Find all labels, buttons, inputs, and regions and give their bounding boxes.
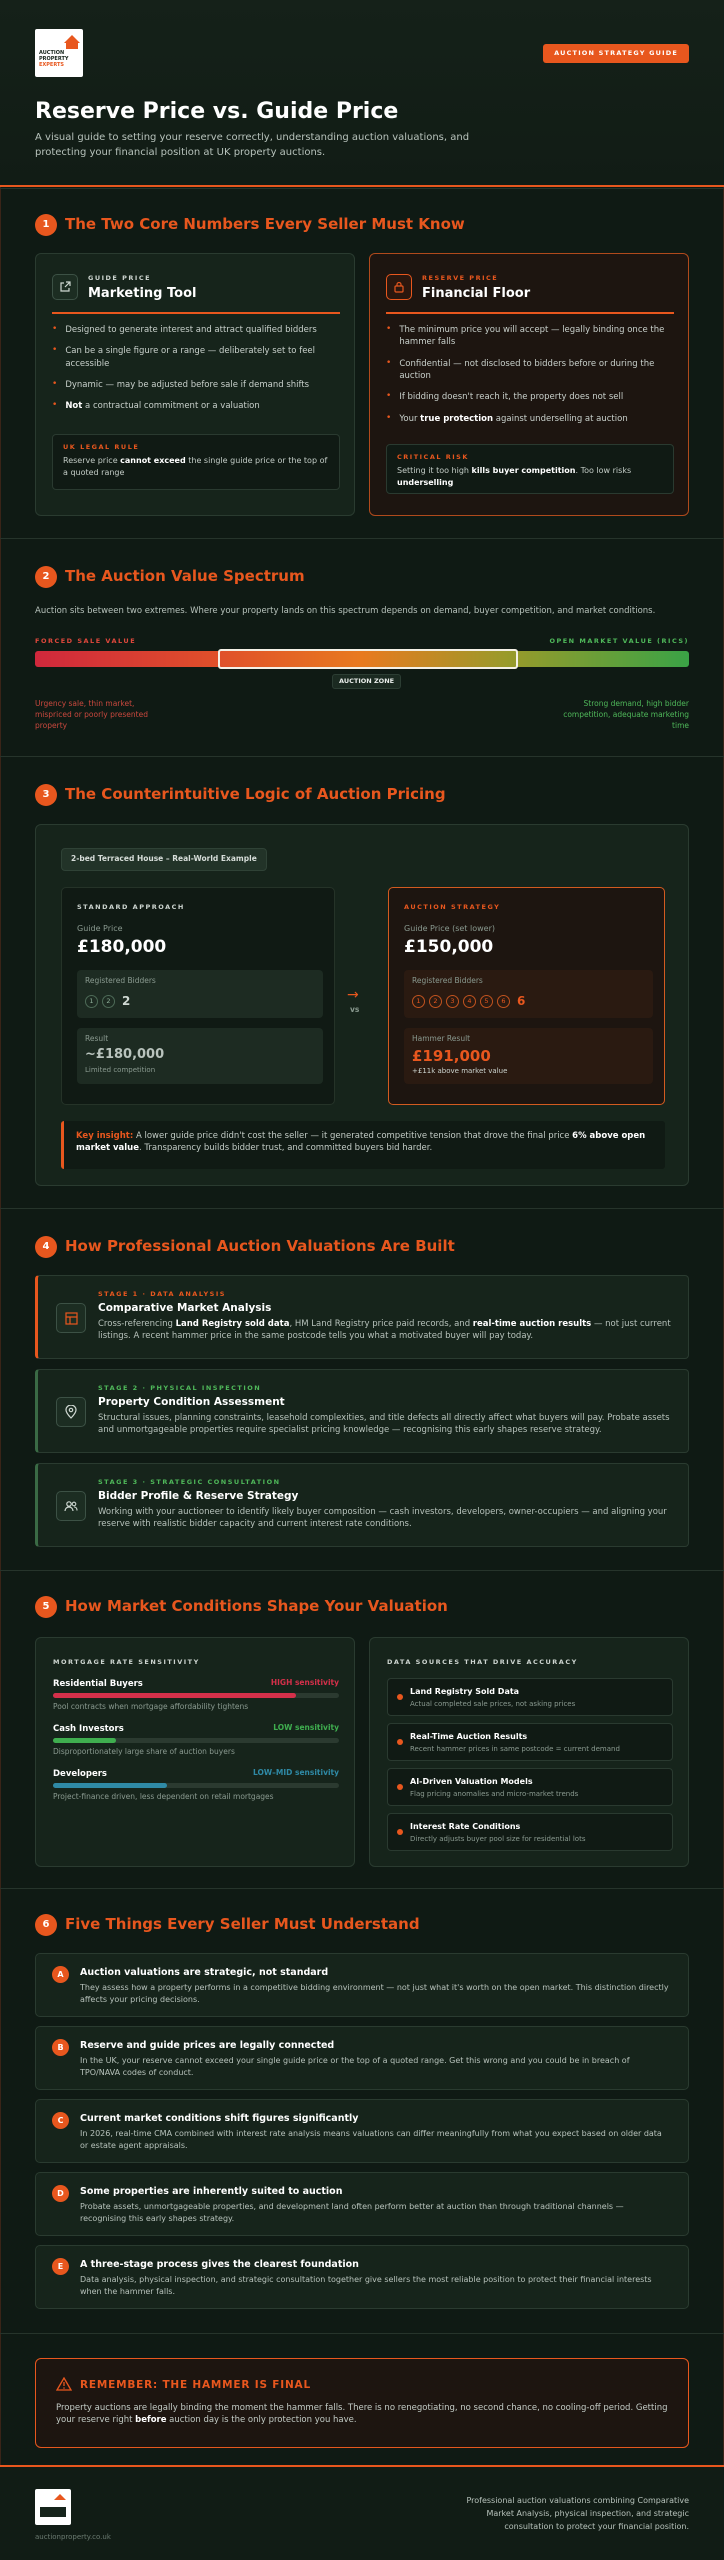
sensitivity-level: HIGH sensitivity [270, 1678, 339, 1687]
reserve-bullets [386, 324, 674, 434]
seller-point-card [35, 2099, 689, 2163]
seller-point-card [35, 2172, 689, 2236]
standard-result-value: ~£180,000 [85, 1047, 165, 1062]
data-sources-card [369, 1637, 689, 1867]
bidder-icon: 5 [480, 995, 493, 1008]
sensitivity-row [53, 1768, 339, 1813]
auction-bidder-icons [412, 993, 525, 1010]
legal-rule-box [52, 434, 340, 490]
forced-sale-label: FORCED SALE VALUE [35, 637, 137, 645]
stage-eyebrow: STAGE 1 · DATA ANALYSIS [98, 1290, 226, 1298]
reserve-eyebrow: RESERVE PRICE [422, 274, 499, 282]
sensitivity-row [53, 1678, 339, 1723]
example-label: 2-bed Terraced House – Real-World Example [61, 848, 267, 871]
sensitivity-name: Developers [53, 1769, 107, 1779]
bullet-icon: • [52, 345, 58, 356]
bullet-icon: • [386, 412, 392, 423]
bullet-icon: • [52, 378, 58, 389]
footer-url[interactable]: auctionproperty.co.uk [35, 2533, 111, 2541]
point-text: Probate assets, unmortgageable properties, and development land often perform better at auction than through traditional channels — recognising this early shapes strategy. [80, 2202, 624, 2223]
list-item: • Confidential — not disclosed to bidders before or during the auction [386, 357, 655, 381]
legal-rule-text: Reserve price cannot exceed the single guide price or the top of a quoted range [63, 456, 328, 478]
point-text: In the UK, your reserve cannot exceed your single guide price or the top of a quoted range. Get this wrong and you could be in breach of TPO/NAVA codes of conduct. [80, 2056, 630, 2077]
guide-price-card [35, 253, 355, 516]
auction-result-value: £191,000 [412, 1047, 491, 1065]
source-desc: Directly adjusts buyer pool size for residential lots [410, 1835, 586, 1843]
stage-eyebrow: STAGE 2 · PHYSICAL INSPECTION [98, 1384, 262, 1392]
sensitivity-name: Residential Buyers [53, 1679, 143, 1689]
five-things-list [35, 1953, 689, 2318]
stage-text: Structural issues, planning constraints, leasehold complexities, and title defects all directly affect what buyers will pay. Probate assets and unmortgageable properties require specialist pricing knowledge — recognising this early shapes reserve strategy. [98, 1413, 670, 1436]
section-five-things [0, 1888, 724, 2333]
list-item: • Not a contractual commitment or a valuation [52, 400, 260, 412]
auction-result-note: +£11k above market value [412, 1067, 508, 1075]
auction-guide-value: £150,000 [404, 937, 494, 957]
reserve-price-card [369, 253, 689, 516]
standard-bidder-icons [85, 993, 130, 1010]
spectrum-intro: Auction sits between two extremes. Where your property lands on this spectrum depends on demand, buyer competition, and market conditions. [35, 606, 656, 616]
footer-logo[interactable] [35, 2489, 71, 2525]
section-market-conditions [0, 1570, 724, 1888]
header-badge: AUCTION STRATEGY GUIDE [543, 44, 689, 63]
point-text: Data analysis, physical inspection, and strategic consultation together give sellers the most reliable position to protect their financial interests when the hammer falls. [80, 2275, 652, 2296]
section-valuations [0, 1208, 724, 1570]
section-number: 2 [35, 566, 57, 588]
standard-guide-value: £180,000 [77, 937, 167, 957]
letter-badge: D [52, 2185, 69, 2202]
seller-point-card [35, 2026, 689, 2090]
section-title: How Market Conditions Shape Your Valuation [65, 1597, 448, 1616]
users-icon [56, 1491, 86, 1521]
sensitivity-bar-fill [53, 1738, 116, 1743]
seller-point-card [35, 1953, 689, 2017]
arrow-right-icon: → [347, 987, 359, 1003]
forced-sale-desc: Urgency sale, thin market, mispriced or poorly presented property [35, 699, 148, 730]
bullet-icon: • [52, 400, 58, 411]
bullet-icon: • [386, 324, 392, 334]
letter-badge: E [52, 2258, 69, 2275]
data-source-item [387, 1723, 673, 1761]
footer-logo-block [40, 2507, 66, 2517]
source-title: Real-Time Auction Results [410, 1732, 528, 1741]
logo-house-icon [64, 35, 80, 43]
section-title: Five Things Every Seller Must Understand [65, 1915, 420, 1934]
warning-box [35, 2358, 689, 2448]
open-market-label: OPEN MARKET VALUE (RICS) [549, 637, 689, 645]
source-dot-icon [397, 1829, 403, 1835]
data-sources-title: DATA SOURCES THAT DRIVE ACCURACY [387, 1658, 578, 1666]
sensitivity-bar-fill [53, 1783, 167, 1788]
logo-text-3: EXPERTS [39, 62, 64, 68]
bidder-icon: 1 [412, 995, 425, 1008]
letter-badge: C [52, 2112, 69, 2129]
list-item: • If bidding doesn't reach it, the property does not sell [386, 391, 624, 403]
data-source-item [387, 1813, 673, 1851]
auction-zone-highlight [218, 649, 518, 669]
guide-title: Marketing Tool [88, 286, 197, 301]
sensitivity-note: Project-finance driven, less dependent on retail mortgages [53, 1792, 274, 1801]
data-source-item [387, 1678, 673, 1716]
seller-point-card [35, 2245, 689, 2309]
page-title: Reserve Price vs. Guide Price [35, 99, 399, 124]
guide-divider [52, 312, 340, 314]
auction-bidders-label: Registered Bidders [412, 976, 483, 985]
point-text: They assess how a property performs in a competitive bidding environment — not just what it's worth on the open market. This distinction directly affects your pricing decisions. [80, 1983, 669, 2004]
key-insight-box: Key insight: A lower guide price didn't cost the seller — it generated competitive tension that drove the final price 6% above open market value. Transparency builds bidder trust, and committed buyers bid harder. [61, 1121, 665, 1169]
list-item: • Dynamic — may be adjusted before sale if demand shifts [52, 378, 310, 390]
reserve-divider [386, 312, 674, 314]
section-title: How Professional Auction Valuations Are Built [65, 1237, 455, 1256]
source-dot-icon [397, 1784, 403, 1790]
bullet-icon: • [386, 357, 392, 368]
data-sources-list [387, 1678, 673, 1858]
header [0, 0, 724, 187]
layout-icon [56, 1303, 86, 1333]
warning-title: REMEMBER: THE HAMMER IS FINAL [80, 2379, 311, 2391]
point-title: Some properties are inherently suited to auction [80, 2186, 343, 2197]
critical-risk-label: CRITICAL RISK [397, 453, 469, 461]
standard-result-note: Limited competition [85, 1066, 156, 1074]
stage-text: Working with your auctioneer to identify likely buyer composition — cash investors, developers, owner-occupiers — and aligning your reserve with realistic bidder capacity and current interest rate conditions. [98, 1507, 667, 1530]
stage-card-3 [35, 1463, 689, 1547]
lock-icon [386, 274, 412, 300]
section-number: 4 [35, 1236, 57, 1258]
logo-text-2: PROPERTY [39, 56, 69, 62]
auction-zone-label: AUCTION ZONE [332, 674, 401, 689]
standard-eyebrow: STANDARD APPROACH [77, 903, 185, 911]
list-item: • Designed to generate interest and attract qualified bidders [52, 324, 317, 335]
point-title: Reserve and guide prices are legally connected [80, 2040, 335, 2051]
list-item: • Your true protection against underselling at auction [386, 412, 628, 424]
bullet-icon: • [386, 391, 392, 402]
example-panel [35, 824, 689, 1186]
sensitivity-rows [53, 1678, 339, 1813]
vs-label: vs [350, 1005, 360, 1014]
stage-eyebrow: STAGE 3 · STRATEGIC CONSULTATION [98, 1478, 281, 1486]
sensitivity-name: Cash Investors [53, 1724, 124, 1734]
section-number: 1 [35, 214, 57, 236]
auction-eyebrow: AUCTION STRATEGY [404, 903, 501, 911]
standard-guide-label: Guide Price [77, 924, 123, 933]
logo[interactable] [35, 29, 83, 77]
sensitivity-title: MORTGAGE RATE SENSITIVITY [53, 1658, 200, 1666]
logo-text-1: AUCTION [39, 50, 65, 56]
standard-result-label: Result [85, 1034, 109, 1043]
sensitivity-level: LOW–MID sensitivity [252, 1768, 339, 1777]
reserve-title: Financial Floor [422, 286, 531, 301]
letter-badge: A [52, 1966, 69, 1983]
bidder-icon: 3 [446, 995, 459, 1008]
footer-logo-house-icon [54, 2494, 66, 2500]
footer [0, 2465, 724, 2560]
section-pricing-logic [0, 756, 724, 1208]
bidder-icon: 6 [497, 995, 510, 1008]
point-title: A three-stage process gives the clearest foundation [80, 2259, 359, 2270]
bidder-icon: 2 [429, 995, 442, 1008]
section-title: The Auction Value Spectrum [65, 567, 305, 586]
point-title: Current market conditions shift figures significantly [80, 2113, 359, 2124]
section-title: The Two Core Numbers Every Seller Must Know [65, 215, 465, 234]
guide-bullets [52, 324, 340, 422]
auction-result-box [404, 1028, 653, 1084]
bullet-icon: • [52, 324, 58, 334]
list-item: • Can be a single figure or a range — deliberately set to feel accessible [52, 345, 316, 369]
list-item: • The minimum price you will accept — legally binding once the hammer falls [386, 324, 665, 348]
source-title: Land Registry Sold Data [410, 1687, 520, 1696]
stage-title: Property Condition Assessment [98, 1396, 285, 1408]
source-title: AI-Driven Valuation Models [410, 1777, 533, 1786]
section-number: 6 [35, 1914, 57, 1936]
point-title: Auction valuations are strategic, not standard [80, 1967, 329, 1978]
footer-text: Professional auction valuations combining Comparative Market Analysis, physical inspection, and strategic consultation to protect your financial position. [466, 2496, 689, 2531]
source-dot-icon [397, 1739, 403, 1745]
stage-card-2 [35, 1369, 689, 1453]
auction-result-label: Hammer Result [412, 1034, 471, 1043]
stage-card-1 [35, 1275, 689, 1359]
sensitivity-note: Pool contracts when mortgage affordability tightens [53, 1702, 249, 1711]
sensitivity-note: Disproportionately large share of auction buyers [53, 1747, 235, 1756]
stage-text: Cross-referencing Land Registry sold data, HM Land Registry price paid records, and real-time auction results — not just current listings. A recent hammer price in the same postcode tells you what a motivated buyer will pay today. [98, 1319, 671, 1342]
open-market-desc: Strong demand, high bidder competition, adequate marketing time [563, 699, 689, 730]
bidder-icon: 1 [85, 995, 98, 1008]
standard-bidders-label: Registered Bidders [85, 976, 156, 985]
warning-icon [56, 2377, 72, 2396]
standard-bidder-count: 2 [122, 994, 131, 1008]
standard-approach-card [61, 887, 335, 1105]
sensitivity-bar-fill [53, 1693, 296, 1698]
source-dot-icon [397, 1694, 403, 1700]
section-title: The Counterintuitive Logic of Auction Pricing [65, 785, 446, 804]
source-title: Interest Rate Conditions [410, 1822, 521, 1831]
critical-risk-text: Setting it too high kills buyer competition. Too low risks underselling [397, 466, 632, 488]
section-core-numbers [0, 188, 724, 538]
section-warning [0, 2333, 724, 2465]
critical-risk-box [386, 444, 674, 494]
sensitivity-card [35, 1637, 355, 1867]
point-text: In 2026, real-time CMA combined with interest rate analysis means valuations can differ meaningfully from what you expect based on older data or estate agent appraisals. [80, 2129, 662, 2150]
section-number: 3 [35, 784, 57, 806]
section-value-spectrum [0, 538, 724, 756]
external-link-icon [52, 274, 78, 300]
key-insight-label: Key insight: [76, 1131, 134, 1141]
sensitivity-row [53, 1723, 339, 1768]
bidder-icon: 4 [463, 995, 476, 1008]
stage-title: Comparative Market Analysis [98, 1302, 272, 1314]
auction-bidder-count: 6 [517, 994, 526, 1008]
source-desc: Flag pricing anomalies and micro-market trends [410, 1790, 579, 1798]
stage-title: Bidder Profile & Reserve Strategy [98, 1490, 299, 1502]
letter-badge: B [52, 2039, 69, 2056]
sensitivity-level: LOW sensitivity [273, 1723, 339, 1732]
standard-result-box [77, 1028, 323, 1084]
auction-bidders-box [404, 970, 653, 1018]
source-desc: Recent hammer prices in same postcode = current demand [410, 1745, 620, 1753]
warning-text: Property auctions are legally binding the moment the hammer falls. There is no renegotiating, no second chance, no cooling-off period. Getting your reserve right before auction day is the only protection you have. [56, 2403, 668, 2426]
standard-bidders-box [77, 970, 323, 1018]
auction-strategy-card [388, 887, 665, 1105]
guide-eyebrow: GUIDE PRICE [88, 274, 152, 282]
bidder-icon: 2 [102, 995, 115, 1008]
page-subtitle: A visual guide to setting your reserve correctly, understanding auction valuations, and protecting your financial position at UK property auctions. [35, 132, 470, 158]
data-source-item [387, 1768, 673, 1806]
auction-guide-label: Guide Price (set lower) [404, 924, 495, 933]
logo-gavel-icon [66, 43, 78, 49]
section-number: 5 [35, 1596, 57, 1618]
source-desc: Actual completed sale prices, not asking prices [410, 1700, 576, 1708]
map-pin-icon [56, 1397, 86, 1427]
legal-rule-label: UK LEGAL RULE [63, 443, 140, 451]
